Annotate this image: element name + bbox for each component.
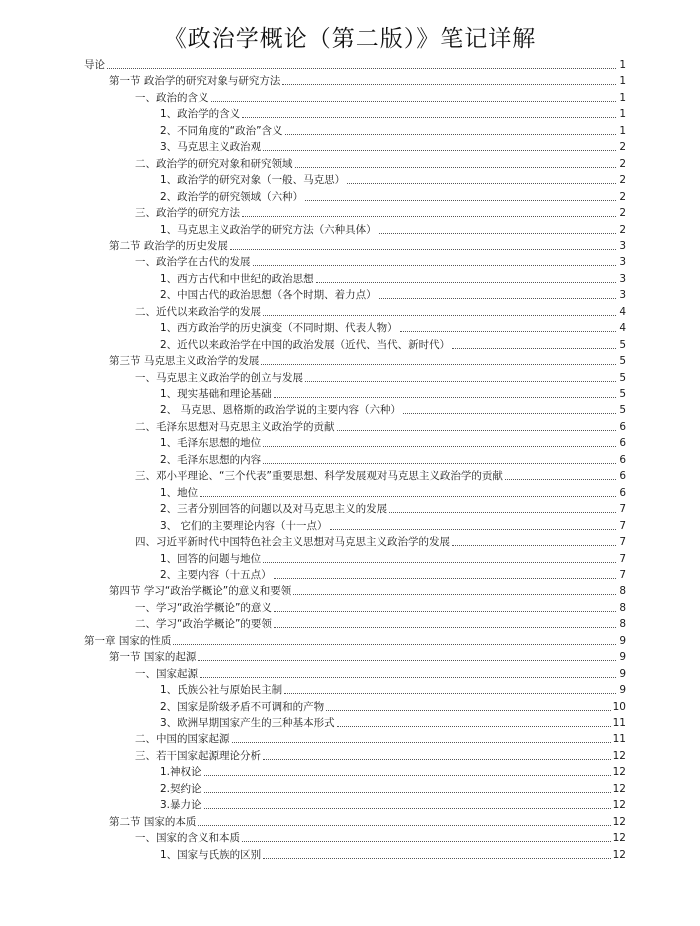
toc-entry[interactable] [160, 385, 626, 401]
toc-entry-page-number: 12 [612, 782, 626, 795]
toc-entry[interactable] [135, 89, 626, 105]
toc-entry-title: 一、学习“政治学概论”的意义 [135, 601, 272, 614]
toc-entry-title: 2、主要内容（十五点） [160, 568, 272, 581]
toc-entry-page-number: 3 [619, 256, 626, 269]
dot-leader [198, 825, 610, 826]
toc-entry[interactable] [160, 122, 626, 138]
dot-leader [211, 101, 617, 102]
toc-entry-title: 三、若干国家起源理论分析 [135, 749, 261, 762]
toc-entry[interactable] [84, 56, 626, 72]
document-title: 《政治学概论（第二版）》笔记详解 [163, 26, 537, 52]
dot-leader [295, 167, 617, 168]
dot-leader [282, 84, 616, 85]
toc-entry-page-number: 6 [619, 486, 626, 499]
dot-leader [263, 446, 616, 447]
toc-entry[interactable] [135, 829, 626, 845]
toc-entry[interactable] [160, 434, 626, 450]
toc-entry[interactable] [160, 221, 626, 237]
toc-entry-title: 1、地位 [160, 486, 199, 499]
toc-entry-title: 1、氏族公社与原始民主制 [160, 684, 283, 697]
toc-entry-title: 2、中国古代的政治思想（各个时期、着力点） [160, 289, 377, 302]
toc-entry[interactable] [135, 253, 626, 269]
dot-leader [274, 611, 616, 612]
toc-entry-title: 第四节 学习“政治学概论”的意义和要领 [109, 585, 292, 598]
toc-entry-title: 二、近代以来政治学的发展 [135, 305, 261, 318]
toc-entry[interactable] [160, 846, 626, 862]
toc-entry-page-number: 7 [619, 552, 626, 565]
toc-entry-page-number: 9 [619, 634, 626, 647]
toc-entry[interactable] [135, 303, 626, 319]
toc-entry-title: 一、政治学在古代的发展 [135, 256, 251, 269]
toc-entry[interactable] [109, 582, 626, 598]
toc-entry-page-number: 2 [619, 223, 626, 236]
toc-entry-page-number: 2 [619, 157, 626, 170]
toc-entry-title: 2、国家是阶级矛盾不可调和的产物 [160, 700, 325, 713]
dot-leader [232, 742, 611, 743]
dot-leader [337, 430, 617, 431]
toc-entry-page-number: 7 [619, 503, 626, 516]
toc-entry[interactable] [160, 517, 626, 533]
toc-entry-title: 3.暴力论 [160, 799, 202, 812]
toc-entry[interactable] [135, 599, 626, 615]
toc-entry-page-number: 8 [619, 618, 626, 631]
dot-leader [403, 413, 616, 414]
dot-leader [452, 545, 616, 546]
toc-entry-page-number: 1 [619, 59, 626, 71]
dot-leader [274, 627, 616, 628]
toc-entry-title: 3、欧洲早期国家产生的三种基本形式 [160, 717, 335, 729]
toc-entry-title: 第三节 马克思主义政治学的发展 [109, 355, 260, 368]
dot-leader [337, 726, 611, 727]
toc-entry[interactable] [160, 681, 626, 697]
dot-leader [400, 331, 616, 332]
toc-entry-title: 第一节 政治学的研究对象与研究方法 [109, 75, 281, 88]
dot-leader [330, 529, 616, 530]
toc-entry[interactable] [135, 418, 626, 434]
dot-leader [173, 644, 616, 645]
toc-entry-title: 2、三者分别回答的问题以及对马克思主义的发展 [160, 503, 388, 516]
toc-entry[interactable] [160, 698, 626, 714]
toc-entry[interactable] [160, 336, 626, 352]
toc-entry-page-number: 1 [619, 108, 626, 121]
dot-leader [242, 841, 611, 842]
toc-entry[interactable] [135, 665, 626, 681]
toc-entry-title: 二、中国的国家起源 [135, 733, 230, 746]
toc-entry-title: 1、现实基础和理论基础 [160, 388, 272, 400]
toc-entry-title: 2、近代以来政治学在中国的政治发展（近代、当代、新时代） [160, 338, 451, 351]
toc-entry[interactable] [160, 188, 626, 204]
toc-entry-title: 三、邓小平理论、“三个代表”重要思想、科学发展观对马克思主义政治学的贡献 [135, 470, 503, 483]
toc-entry-page-number: 9 [619, 684, 626, 697]
toc-entry-title: 第二节 政治学的历史发展 [109, 239, 228, 252]
toc-entry-page-number: 6 [619, 437, 626, 450]
toc-entry-page-number: 6 [619, 470, 626, 483]
toc-entry[interactable] [160, 763, 626, 779]
toc-entry-title: 二、毛泽东思想对马克思主义政治学的贡献 [135, 420, 335, 433]
toc-entry-title: 导论 [84, 59, 105, 71]
toc-entry[interactable] [160, 401, 626, 417]
dot-leader [200, 677, 616, 678]
toc-entry[interactable] [160, 796, 626, 812]
toc-entry[interactable] [109, 72, 626, 88]
toc-entry-page-number: 1 [619, 124, 626, 137]
toc-entry-page-number: 5 [619, 355, 626, 368]
dot-leader [284, 693, 616, 694]
toc-entry[interactable] [160, 780, 626, 796]
dot-leader [285, 134, 616, 135]
toc-entry-page-number: 2 [619, 190, 626, 203]
dot-leader [230, 249, 616, 250]
toc-entry-title: 2、 马克思、恩格斯的政治学说的主要内容（六种） [160, 404, 402, 417]
dot-leader [204, 792, 611, 793]
toc-entry-page-number: 5 [619, 338, 626, 351]
toc-entry[interactable] [160, 566, 626, 582]
dot-leader [326, 710, 610, 711]
toc-entry-title: 3、 它们的主要理论内容（十一点） [160, 519, 328, 532]
toc-entry-title: 一、马克思主义政治学的创立与发展 [135, 371, 303, 384]
toc-entry-page-number: 3 [619, 239, 626, 252]
toc-entry-title: 1.神权论 [160, 766, 202, 779]
dot-leader [198, 660, 616, 661]
toc-entry-title: 2、毛泽东思想的内容 [160, 453, 262, 466]
dot-leader [242, 216, 616, 217]
toc-entry-page-number: 3 [619, 272, 626, 285]
toc-entry-title: 一、国家起源 [135, 667, 198, 680]
toc-entry-title: 第二节 国家的本质 [109, 815, 197, 828]
toc-entry[interactable] [84, 632, 626, 648]
dot-leader [263, 150, 616, 151]
toc-entry-page-number: 4 [619, 305, 626, 318]
dot-leader [253, 265, 617, 266]
toc-entry-title: 2、政治学的研究领域（六种） [160, 190, 304, 203]
toc-entry-title: 1、国家与氏族的区别 [160, 848, 262, 861]
toc-entry[interactable] [135, 369, 626, 385]
toc-entry-title: 1、西方古代和中世纪的政治思想 [160, 272, 314, 285]
toc-entry-page-number: 2 [619, 141, 626, 154]
toc-entry[interactable] [160, 171, 626, 187]
toc-entry[interactable] [160, 500, 626, 516]
dot-leader [204, 808, 611, 809]
dot-leader [379, 298, 616, 299]
dot-leader [263, 463, 616, 464]
toc-entry-page-number: 6 [619, 453, 626, 466]
toc-entry-page-number: 12 [612, 749, 626, 762]
dot-leader [274, 397, 616, 398]
toc-entry-title: 2.契约论 [160, 782, 202, 795]
toc-entry-page-number: 12 [612, 766, 626, 779]
dot-leader [389, 512, 616, 513]
toc-entry-page-number: 3 [619, 289, 626, 302]
toc-entry-title: 四、习近平新时代中国特色社会主义思想对马克思主义政治学的发展 [135, 536, 450, 549]
toc-entry-page-number: 1 [619, 91, 626, 104]
toc-entry[interactable] [160, 484, 626, 500]
dot-leader [204, 775, 611, 776]
dot-leader [200, 496, 616, 497]
toc-entry[interactable] [135, 533, 626, 549]
dot-leader [305, 381, 616, 382]
toc-entry-title: 3、马克思主义政治观 [160, 141, 262, 154]
dot-leader [263, 315, 616, 316]
toc-entry-title: 二、政治学的研究对象和研究领域 [135, 157, 293, 170]
toc-entry[interactable] [160, 319, 626, 335]
toc-entry[interactable] [109, 237, 626, 253]
dot-leader [452, 348, 616, 349]
toc-entry-page-number: 11 [612, 717, 626, 729]
toc-entry-title: 一、国家的含义和本质 [135, 832, 240, 845]
toc-entry[interactable] [109, 352, 626, 368]
toc-entry-title: 1、西方政治学的历史演变（不同时期、代表人物） [160, 322, 398, 335]
toc-entry-title: 1、马克思主义政治学的研究方法（六种具体） [160, 223, 377, 236]
dot-leader [505, 479, 616, 480]
toc-entry-title: 1、毛泽东思想的地位 [160, 437, 262, 450]
toc-entry[interactable] [135, 155, 626, 171]
toc-entry-page-number: 9 [619, 667, 626, 680]
toc-entry-page-number: 5 [619, 404, 626, 417]
toc-entry-title: 一、政治的含义 [135, 91, 209, 104]
toc-entry-page-number: 12 [612, 832, 626, 845]
toc-entry-page-number: 1 [619, 75, 626, 88]
dot-leader [347, 183, 616, 184]
toc-entry-page-number: 12 [612, 815, 626, 828]
toc-entry-title: 三、政治学的研究方法 [135, 207, 240, 220]
toc-entry[interactable] [109, 648, 626, 664]
toc-entry-title: 第一章 国家的性质 [84, 634, 172, 647]
toc-entry-page-number: 8 [619, 601, 626, 614]
toc-entry[interactable] [135, 467, 626, 483]
toc-entry-title: 1、政治学的含义 [160, 108, 241, 121]
toc-entry-title: 第一节 国家的起源 [109, 651, 197, 664]
dot-leader [263, 562, 616, 563]
toc-entry-page-number: 12 [612, 848, 626, 861]
toc-entry[interactable] [135, 730, 626, 746]
toc-entry[interactable] [160, 714, 626, 730]
toc-entry[interactable] [135, 615, 626, 631]
toc-entry-page-number: 12 [612, 799, 626, 812]
toc-entry-title: 2、不同角度的“政治”含义 [160, 124, 283, 137]
toc-entry-page-number: 7 [619, 568, 626, 581]
dot-leader [379, 233, 616, 234]
toc-entry-title: 1、政治学的研究对象（一般、马克思） [160, 174, 346, 187]
toc-entry[interactable] [160, 270, 626, 286]
dot-leader [107, 68, 616, 69]
toc-entry-page-number: 10 [612, 700, 626, 713]
toc-entry-page-number: 6 [619, 420, 626, 433]
dot-leader [261, 364, 616, 365]
toc-entry[interactable] [135, 747, 626, 763]
toc-entry-page-number: 8 [619, 585, 626, 598]
toc-entry-page-number: 2 [619, 174, 626, 187]
toc-entry[interactable] [160, 105, 626, 121]
dot-leader [242, 117, 616, 118]
toc-entry[interactable] [160, 550, 626, 566]
toc-entry-title: 1、回答的问题与地位 [160, 552, 262, 565]
toc-entry-page-number: 5 [619, 388, 626, 400]
dot-leader [293, 594, 616, 595]
toc-entry-page-number: 7 [619, 536, 626, 549]
toc-entry-page-number: 4 [619, 322, 626, 335]
toc-entry[interactable] [135, 204, 626, 220]
toc-entry-page-number: 7 [619, 519, 626, 532]
dot-leader [263, 858, 610, 859]
dot-leader [263, 759, 611, 760]
toc-entry[interactable] [160, 286, 626, 302]
toc-entry-title: 二、学习“政治学概论”的要领 [135, 618, 272, 631]
toc-entry[interactable] [160, 451, 626, 467]
toc-entry-page-number: 9 [619, 651, 626, 664]
toc-entry-page-number: 2 [619, 207, 626, 220]
toc-entry-page-number: 11 [612, 733, 626, 746]
toc-entry-page-number: 5 [619, 371, 626, 384]
toc-entry[interactable] [160, 138, 626, 154]
toc-entry[interactable] [109, 813, 626, 829]
dot-leader [305, 200, 616, 201]
dot-leader [316, 282, 616, 283]
dot-leader [274, 578, 616, 579]
